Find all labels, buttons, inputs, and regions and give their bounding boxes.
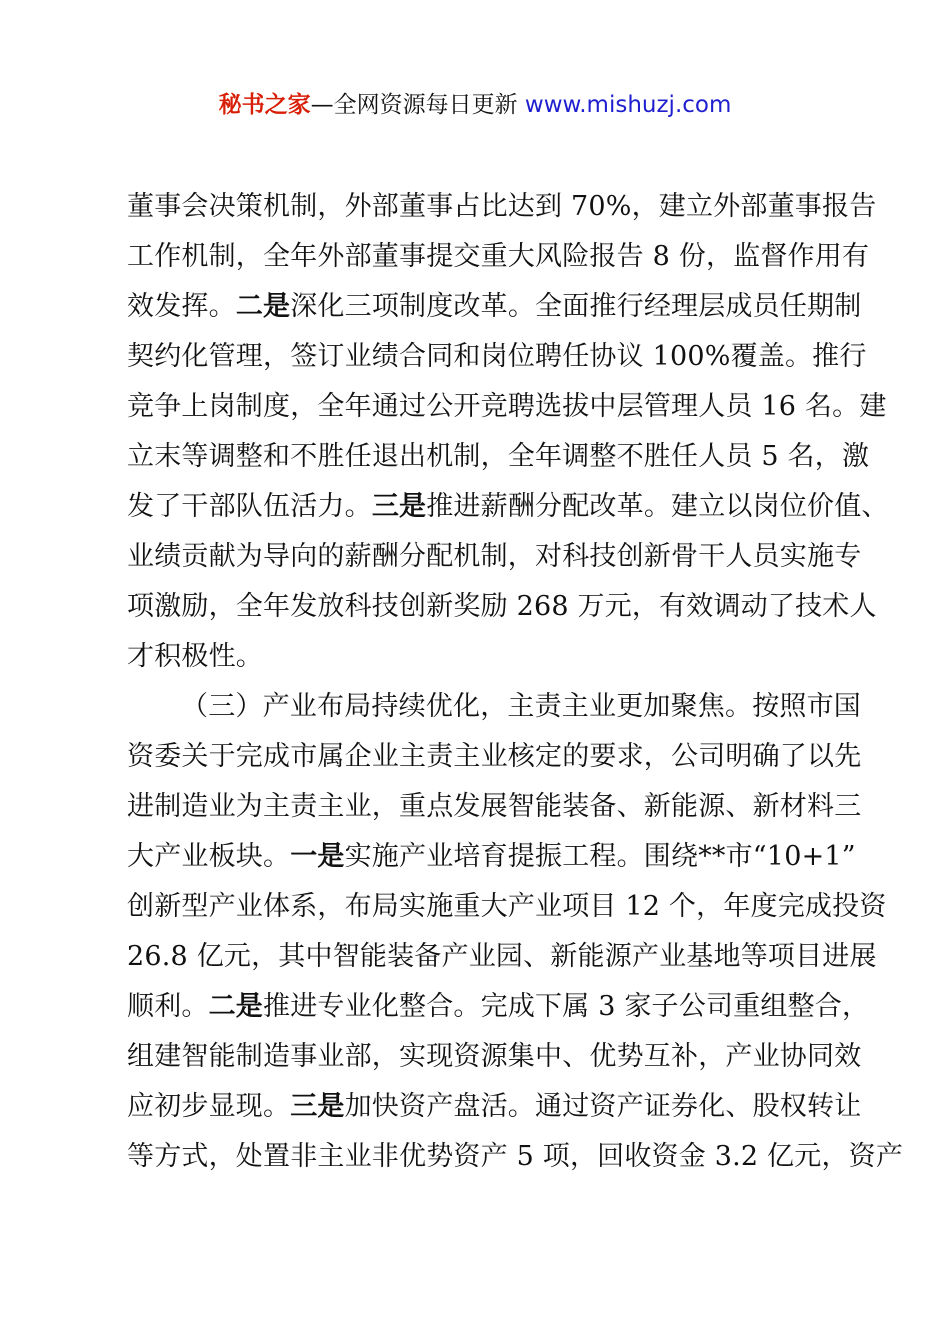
bold-marker: 三是 [371, 491, 427, 522]
site-header [0, 88, 950, 122]
text-line [127, 232, 870, 282]
text-line [127, 882, 887, 932]
text-segment: 实施产业培育提振工程。围绕**市“10+1” [344, 841, 856, 872]
site-url-link[interactable]: www.mishuzj.com [524, 92, 732, 118]
text-segment: 效发挥。 [127, 291, 236, 322]
text-line [127, 382, 887, 432]
text-segment: 组建智能制造事业部，实现资源集中、优势互补，产业协同效 [127, 1041, 862, 1072]
bold-marker: 一是 [290, 841, 345, 872]
bold-marker: 三是 [290, 1091, 345, 1122]
text-segment: 26.8 亿元，其中智能装备产业园、新能源产业基地等项目进展 [127, 941, 877, 972]
text-line [127, 632, 839, 682]
text-segment: 创新型产业体系，布局实施重大产业项目 12 个，年度完成投资 [127, 891, 887, 922]
text-segment: 资委关于完成市属企业主责主业核定的要求，公司明确了以先 [127, 741, 862, 772]
text-line [127, 682, 861, 732]
bold-marker: 二是 [235, 291, 291, 322]
text-segment: （三）产业布局持续优化，主责主业更加聚焦。按照市国 [181, 691, 861, 722]
text-line [127, 182, 877, 232]
text-segment: 工作机制，全年外部董事提交重大风险报告 8 份，监督作用有 [127, 241, 870, 272]
text-segment: 进制造业为主责主业，重点发展智能装备、新能源、新材料三 [127, 791, 862, 822]
text-segment: 竞争上岗制度，全年通过公开竞聘选拔中层管理人员 16 名。建 [127, 391, 887, 422]
header-tagline: —全网资源每日更新 [310, 92, 518, 118]
text-line [127, 582, 877, 632]
text-line [127, 982, 870, 1032]
text-segment: 立末等调整和不胜任退出机制，全年调整不胜任人员 5 名，激 [127, 441, 870, 472]
text-segment: 应初步显现。 [127, 1091, 291, 1122]
brand-name: 秘书之家 [218, 92, 311, 118]
text-line [127, 282, 862, 332]
text-segment: 推进专业化整合。完成下属 3 家子公司重组整合， [263, 991, 870, 1022]
text-line [127, 1032, 862, 1082]
text-line [127, 782, 862, 832]
text-segment: 深化三项制度改革。全面推行经理层成员任期制 [290, 291, 862, 322]
text-segment: 大产业板块。 [127, 841, 291, 872]
text-segment: 发了干部队伍活力。 [127, 491, 372, 522]
text-segment: 顺利。 [127, 991, 209, 1022]
text-line [127, 432, 870, 482]
text-line [127, 332, 867, 382]
text-segment: 才积极性。 [127, 641, 263, 672]
text-segment: 等方式，处置非主业非优势资产 5 项，回收资金 3.2 亿元，资产 [127, 1141, 904, 1172]
text-segment: 推进薪酬分配改革。建立以岗位价值、 [426, 491, 889, 522]
text-line [127, 532, 862, 582]
text-line [127, 1082, 862, 1132]
text-segment: 业绩贡献为导向的薪酬分配机制，对科技创新骨干人员实施专 [127, 541, 862, 572]
document-body [127, 182, 904, 1182]
text-segment: 契约化管理，签订业绩合同和岗位聘任协议 100%覆盖。推行 [127, 341, 867, 372]
text-line [127, 732, 862, 782]
text-segment: 项激励，全年发放科技创新奖励 268 万元，有效调动了技术人 [127, 591, 877, 622]
text-line [127, 932, 877, 982]
text-line [127, 1132, 904, 1182]
text-segment: 加快资产盘活。通过资产证券化、股权转让 [344, 1091, 862, 1122]
text-line [127, 482, 889, 532]
text-segment: 董事会决策机制，外部董事占比达到 70%，建立外部董事报告 [127, 191, 877, 222]
text-line [127, 832, 856, 882]
bold-marker: 二是 [208, 991, 264, 1022]
